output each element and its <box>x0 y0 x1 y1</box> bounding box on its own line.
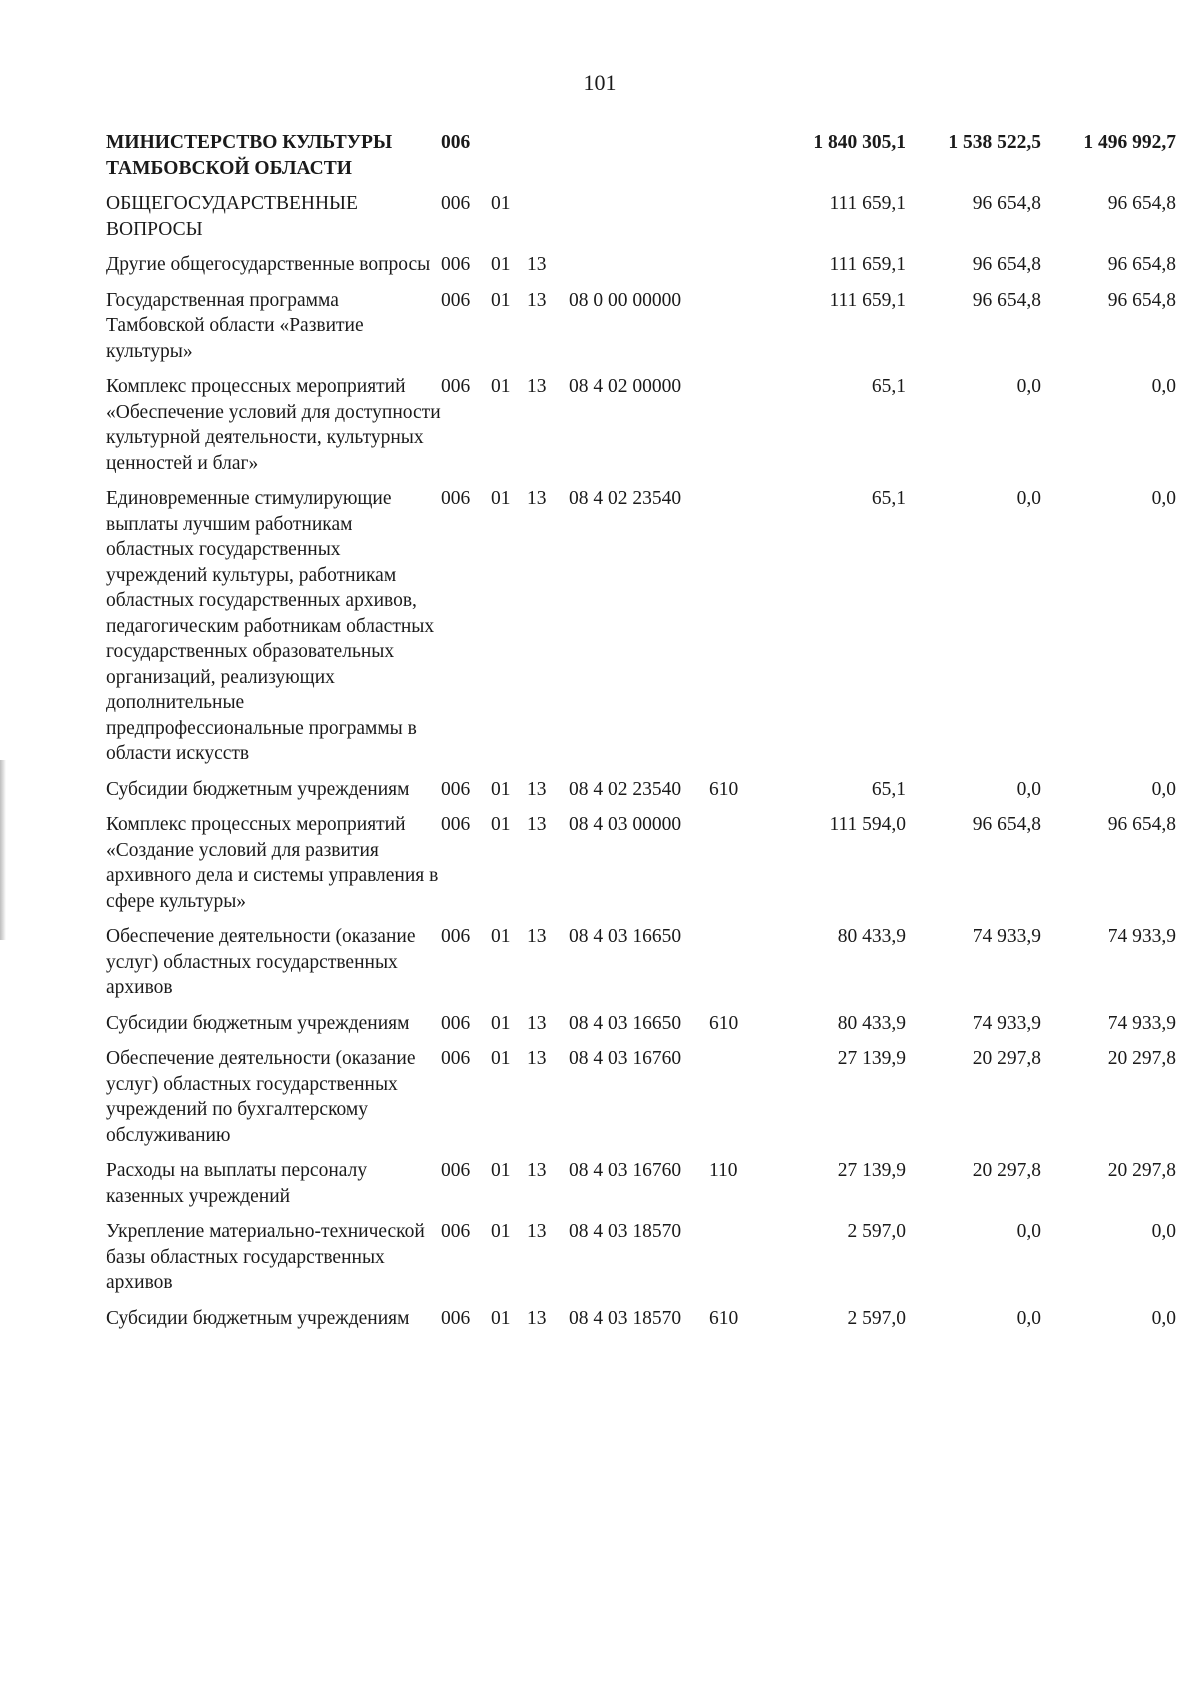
row-pr: 13 <box>527 488 547 509</box>
row-rz: 01 <box>491 814 511 835</box>
row-value-3: 74 933,9 <box>1107 1012 1176 1034</box>
row-value-2: 96 654,8 <box>972 814 1041 835</box>
row-csr: 08 4 02 23540 <box>569 778 682 800</box>
row-csr: 08 4 02 23540 <box>569 488 682 509</box>
row-value-3: 0,0 <box>1151 488 1176 509</box>
row-rz: 01 <box>491 1221 511 1242</box>
budget-table <box>106 130 1176 1341</box>
row-vr <box>709 1219 766 1306</box>
row-value-1: 65,1 <box>871 488 906 509</box>
row-value-1: 27 139,9 <box>837 1160 906 1181</box>
row-value-2: 20 297,8 <box>972 1048 1041 1069</box>
row-rz: 01 <box>491 1160 511 1181</box>
row-ved: 006 <box>441 488 471 509</box>
row-value-1: 111 659,1 <box>829 254 906 275</box>
row-name: Комплекс процессных мероприятий «Обеспечение условий для доступности культурной деятельности, культурных ценностей и благ» <box>106 376 441 474</box>
row-csr <box>569 252 709 288</box>
row-rz <box>491 130 527 191</box>
row-name: Субсидии бюджетным учреждениям <box>106 1012 410 1034</box>
row-pr <box>527 130 569 191</box>
table-row <box>106 486 1176 777</box>
table-row <box>106 777 1176 813</box>
row-pr: 13 <box>527 1307 547 1329</box>
row-vr <box>709 288 766 375</box>
row-ved: 006 <box>441 254 471 275</box>
row-rz: 01 <box>491 289 511 311</box>
row-ved: 006 <box>441 193 471 214</box>
row-value-3: 20 297,8 <box>1107 1160 1176 1181</box>
row-pr: 13 <box>527 376 547 397</box>
row-vr <box>709 1046 766 1158</box>
row-rz: 01 <box>491 193 511 214</box>
row-vr <box>709 812 766 924</box>
row-value-3: 0,0 <box>1151 1221 1176 1242</box>
table-row <box>106 191 1176 252</box>
row-value-1: 111 594,0 <box>829 814 906 835</box>
row-value-3: 20 297,8 <box>1107 1048 1176 1069</box>
row-csr: 08 4 03 16760 <box>569 1160 682 1181</box>
table-row <box>106 130 1176 191</box>
row-vr <box>709 252 766 288</box>
row-value-2: 96 654,8 <box>972 193 1041 214</box>
row-ved: 006 <box>441 376 471 397</box>
row-value-3: 0,0 <box>1151 376 1176 397</box>
row-vr: 610 <box>709 778 739 800</box>
row-value-2: 74 933,9 <box>972 1012 1041 1034</box>
scan-edge-artifact <box>0 760 6 940</box>
row-ved: 006 <box>441 289 471 311</box>
row-rz: 01 <box>491 488 511 509</box>
row-value-1: 111 659,1 <box>829 193 906 214</box>
row-ved: 006 <box>441 778 471 800</box>
row-pr: 13 <box>527 778 547 800</box>
table-row <box>106 1219 1176 1306</box>
row-ved: 006 <box>441 1012 471 1034</box>
row-csr: 08 4 03 16650 <box>569 926 682 947</box>
table-row <box>106 374 1176 486</box>
budget-table-body <box>106 130 1176 1341</box>
row-value-3: 0,0 <box>1151 778 1176 800</box>
row-value-2: 20 297,8 <box>972 1160 1041 1181</box>
table-row <box>106 812 1176 924</box>
table-row <box>106 288 1176 375</box>
table-row <box>106 1306 1176 1342</box>
row-name: ОБЩЕГОСУДАРСТВЕННЫЕ ВОПРОСЫ <box>106 193 358 240</box>
row-value-2: 96 654,8 <box>972 254 1041 275</box>
table-row <box>106 1011 1176 1047</box>
row-rz: 01 <box>491 1012 511 1034</box>
row-csr: 08 4 03 00000 <box>569 814 682 835</box>
row-name: Обеспечение деятельности (оказание услуг) областных государственных архивов <box>106 926 416 998</box>
row-csr: 08 0 00 00000 <box>569 289 682 311</box>
row-value-2: 0,0 <box>1016 778 1041 800</box>
row-name: Субсидии бюджетным учреждениям <box>106 778 410 800</box>
row-name: Единовременные стимулирующие выплаты лучшим работникам областных государственных учреждений культуры, работникам областных государственных архивов, педагогическим работникам областных государственных образовательных организаций, реализующих дополнительные предпрофессиональные программы в области искусств <box>106 488 435 764</box>
row-csr <box>569 130 709 191</box>
row-value-2: 96 654,8 <box>972 289 1041 311</box>
row-name: МИНИСТЕРСТВО КУЛЬТУРЫ ТАМБОВСКОЙ ОБЛАСТИ <box>106 132 393 179</box>
row-value-2: 0,0 <box>1016 488 1041 509</box>
row-value-3: 74 933,9 <box>1107 926 1176 947</box>
row-pr <box>527 191 569 252</box>
table-row <box>106 924 1176 1011</box>
row-name: Другие общегосударственные вопросы <box>106 254 431 275</box>
row-vr <box>709 130 766 191</box>
row-csr: 08 4 03 16760 <box>569 1048 682 1069</box>
row-value-3: 96 654,8 <box>1107 193 1176 214</box>
row-vr <box>709 191 766 252</box>
row-value-3: 1 496 992,7 <box>1083 132 1176 153</box>
table-row <box>106 1046 1176 1158</box>
page-number: 101 <box>583 70 617 95</box>
row-rz: 01 <box>491 254 511 275</box>
row-value-1: 111 659,1 <box>829 289 906 311</box>
row-name: Обеспечение деятельности (оказание услуг) областных государственных учреждений по бухгалтерскому обслуживанию <box>106 1048 416 1146</box>
row-pr: 13 <box>527 254 547 275</box>
row-value-1: 65,1 <box>871 376 906 397</box>
row-value-1: 2 597,0 <box>847 1307 906 1329</box>
row-vr: 610 <box>709 1307 739 1329</box>
row-csr: 08 4 02 00000 <box>569 376 682 397</box>
table-row <box>106 252 1176 288</box>
row-vr: 610 <box>709 1012 739 1034</box>
row-ved: 006 <box>441 814 471 835</box>
row-value-1: 80 433,9 <box>837 1012 906 1034</box>
row-pr: 13 <box>527 926 547 947</box>
row-value-3: 96 654,8 <box>1107 254 1176 275</box>
row-pr: 13 <box>527 1048 547 1069</box>
table-row <box>106 1158 1176 1219</box>
row-csr <box>569 191 709 252</box>
row-vr <box>709 486 766 777</box>
row-value-1: 27 139,9 <box>837 1048 906 1069</box>
row-pr: 13 <box>527 1012 547 1034</box>
row-csr: 08 4 03 16650 <box>569 1012 682 1034</box>
row-pr: 13 <box>527 814 547 835</box>
row-value-1: 80 433,9 <box>837 926 906 947</box>
row-name: Укрепление материально-технической базы областных государственных архивов <box>106 1221 425 1293</box>
row-name: Государственная программа Тамбовской области «Развитие культуры» <box>106 289 364 362</box>
row-ved: 006 <box>441 1160 471 1181</box>
row-name: Расходы на выплаты персоналу казенных учреждений <box>106 1160 368 1207</box>
row-vr: 110 <box>709 1160 738 1181</box>
row-value-2: 0,0 <box>1016 1221 1041 1242</box>
row-rz: 01 <box>491 778 511 800</box>
row-pr: 13 <box>527 289 547 311</box>
row-ved: 006 <box>441 1048 471 1069</box>
row-csr: 08 4 03 18570 <box>569 1221 682 1242</box>
row-ved: 006 <box>441 926 471 947</box>
row-vr <box>709 924 766 1011</box>
row-value-1: 1 840 305,1 <box>813 132 906 153</box>
row-ved: 006 <box>441 1307 471 1329</box>
row-value-2: 1 538 522,5 <box>948 132 1041 153</box>
row-pr: 13 <box>527 1221 547 1242</box>
row-rz: 01 <box>491 926 511 947</box>
row-value-2: 0,0 <box>1016 376 1041 397</box>
row-value-2: 0,0 <box>1016 1307 1041 1329</box>
row-value-1: 2 597,0 <box>847 1221 906 1242</box>
row-vr <box>709 374 766 486</box>
row-value-3: 96 654,8 <box>1107 289 1176 311</box>
row-csr: 08 4 03 18570 <box>569 1307 682 1329</box>
row-rz: 01 <box>491 376 511 397</box>
row-ved: 006 <box>441 1221 471 1242</box>
row-value-3: 0,0 <box>1151 1307 1176 1329</box>
row-name: Субсидии бюджетным учреждениям <box>106 1307 410 1329</box>
row-value-3: 96 654,8 <box>1107 814 1176 835</box>
row-name: Комплекс процессных мероприятий «Создание условий для развития архивного дела и системы управления в сфере культуры» <box>106 814 439 912</box>
row-rz: 01 <box>491 1307 511 1329</box>
row-rz: 01 <box>491 1048 511 1069</box>
row-value-1: 65,1 <box>871 778 906 800</box>
row-pr: 13 <box>527 1160 547 1181</box>
row-ved: 006 <box>441 132 471 153</box>
row-value-2: 74 933,9 <box>972 926 1041 947</box>
